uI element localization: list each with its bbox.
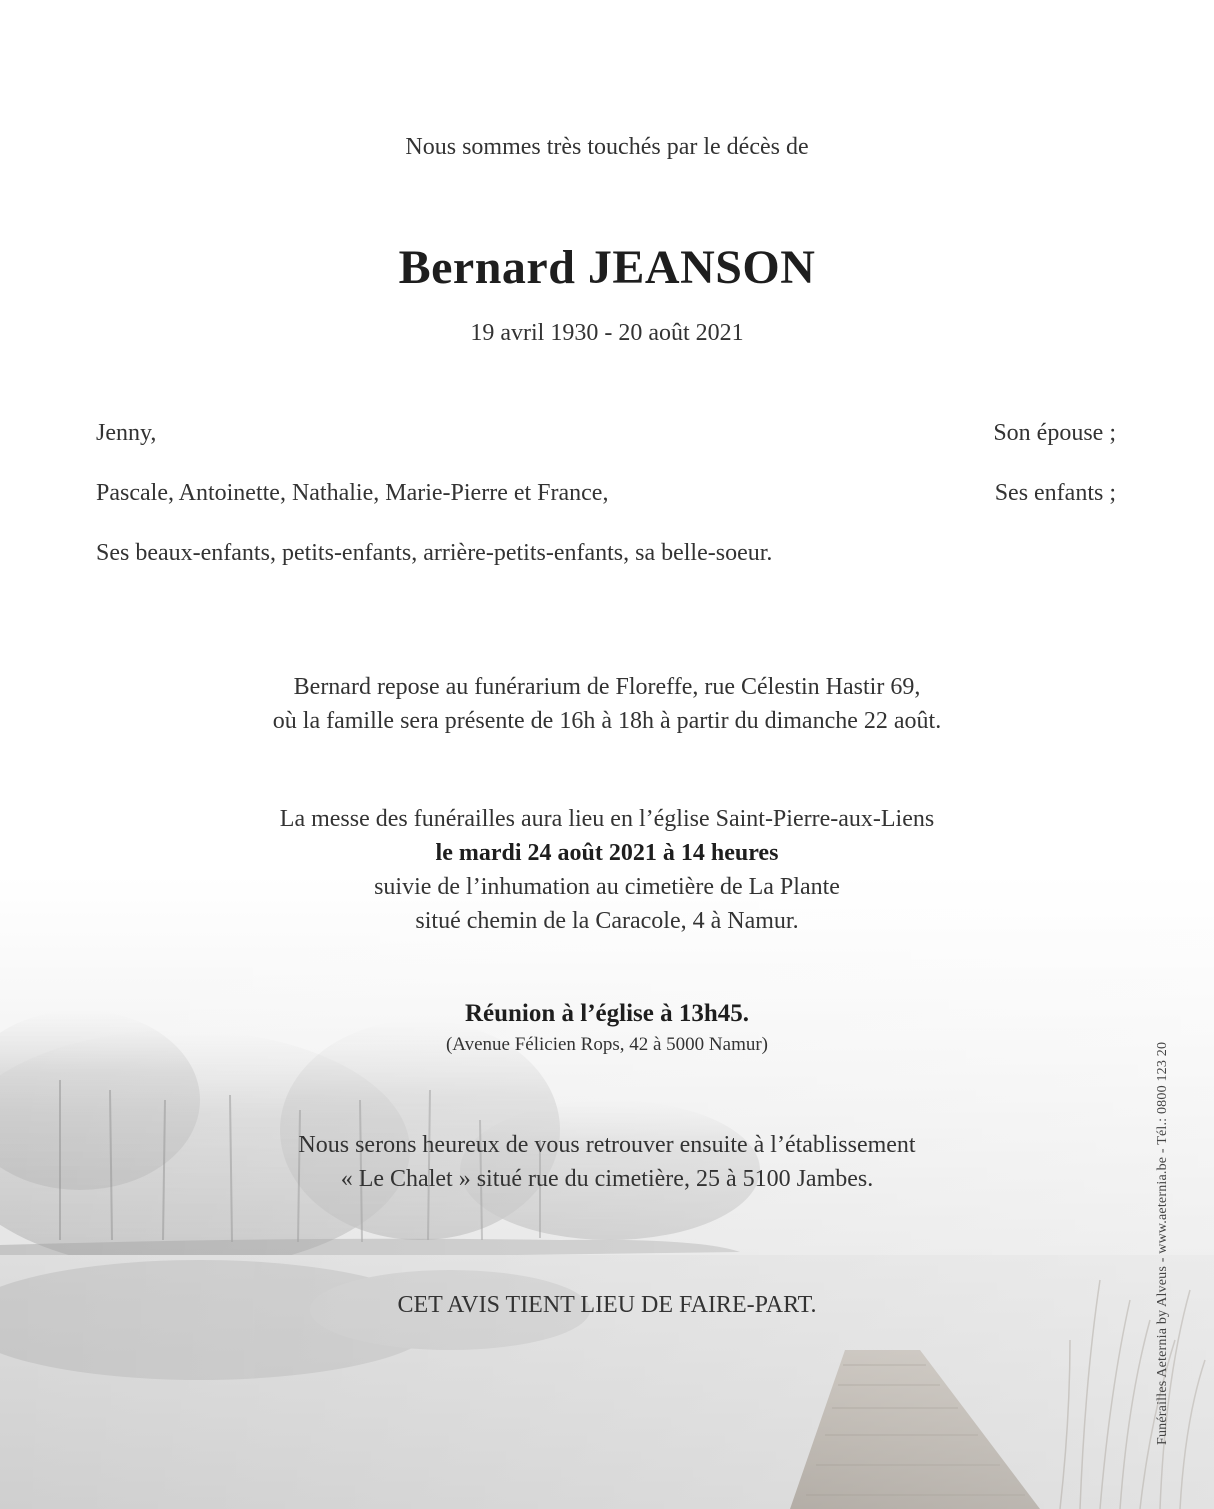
funeral-home-credit: Funérailles Aeternia by Alveus - www.aeternia.be - Tél.: 0800 123 20 (1155, 1041, 1170, 1445)
mass-line-1: La messe des funérailles aura lieu en l’église Saint-Pierre-aux-Liens (279, 806, 935, 832)
family-spouse-relation: Son épouse ; (993, 420, 1116, 446)
intro-text: Nous sommes très touchés par le décès de (405, 134, 809, 160)
mass-date-line: le mardi 24 août 2021 à 14 heures (435, 840, 779, 866)
repose-line-2: où la famille sera présente de 16h à 18h à partir du dimanche 22 août. (272, 708, 942, 734)
funeral-mass-paragraph (0, 802, 1214, 938)
family-spouse-name: Jenny, (96, 420, 157, 446)
mass-line-4: situé chemin de la Caracole, 4 à Namur. (415, 908, 799, 934)
reception-paragraph (0, 1128, 1214, 1196)
reunion-title: Réunion à l’église à 13h45. (464, 1000, 750, 1027)
notice-statement: CET AVIS TIENT LIEU DE FAIRE-PART. (397, 1292, 817, 1318)
repose-line-1: Bernard repose au funérarium de Floreffe, rue Célestin Hastir 69, (293, 674, 921, 700)
reception-line-1: Nous serons heureux de vous retrouver ensuite à l’établissement (298, 1132, 916, 1158)
reception-line-2: « Le Chalet » situé rue du cimetière, 25 à 5100 Jambes. (340, 1166, 874, 1192)
reunion-address: (Avenue Félicien Rops, 42 à 5000 Namur) (445, 1034, 769, 1055)
family-children-relation: Ses enfants ; (994, 480, 1116, 506)
mass-line-3: suivie de l’inhumation au cimetière de La Plante (374, 874, 840, 900)
family-extended-names: Ses beaux-enfants, petits-enfants, arrière-petits-enfants, sa belle-soeur. (96, 540, 773, 566)
family-children-names: Pascale, Antoinette, Nathalie, Marie-Pierre et France, (96, 480, 609, 506)
deceased-name: Bernard JEANSON (398, 241, 816, 294)
repose-paragraph (0, 670, 1214, 738)
deceased-dates: 19 avril 1930 - 20 août 2021 (470, 320, 744, 346)
